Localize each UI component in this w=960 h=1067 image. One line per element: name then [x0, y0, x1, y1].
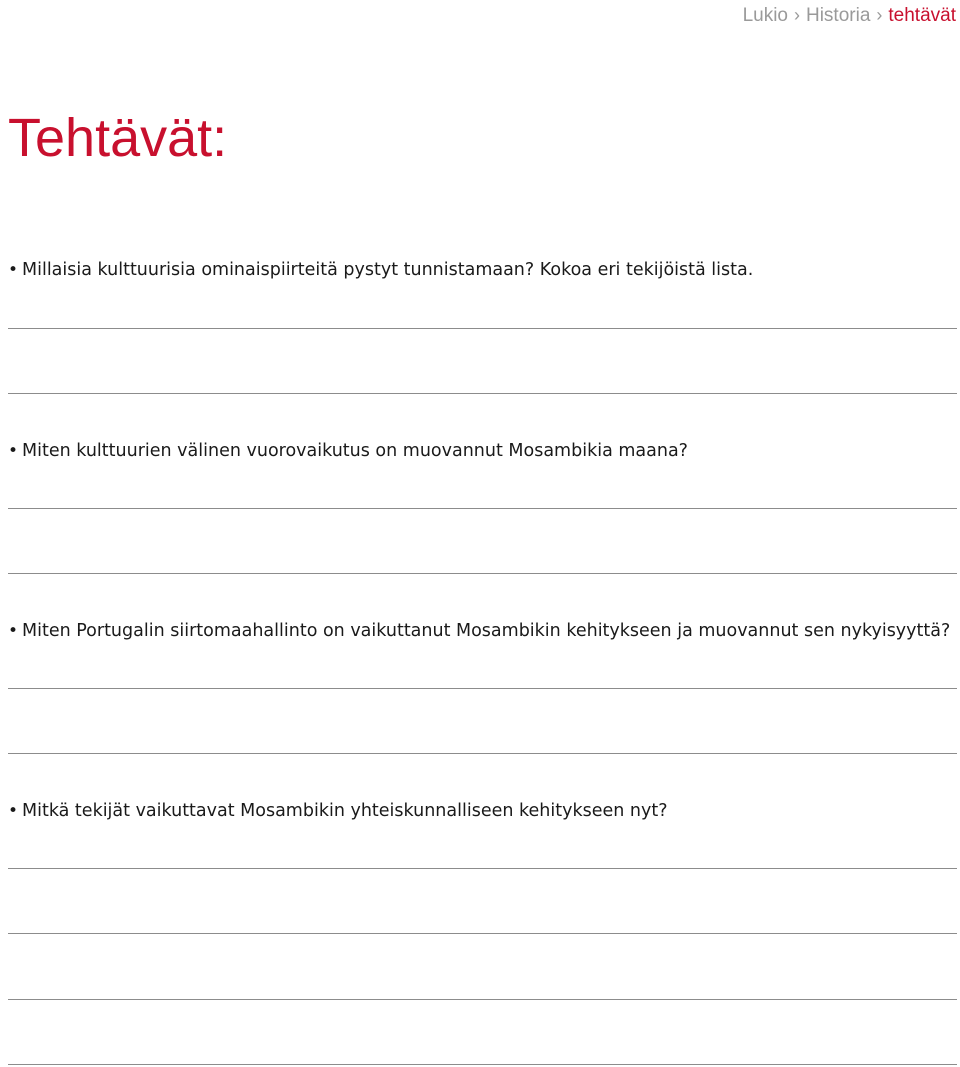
page-title: Tehtävät: [8, 108, 228, 168]
breadcrumb-chevron-icon: › [876, 5, 883, 25]
question-text: Millaisia kulttuurisia ominaispiirteitä pystyt tunnistamaan? Kokoa eri tekijöistä lista. [22, 260, 754, 280]
question-item [8, 259, 753, 281]
answer-line[interactable] [8, 1064, 957, 1065]
answer-line[interactable] [8, 933, 957, 934]
bullet-icon: • [8, 441, 19, 461]
answer-line[interactable] [8, 508, 957, 509]
question-item [8, 440, 688, 462]
question-item [8, 620, 950, 642]
answer-line[interactable] [8, 688, 957, 689]
bullet-icon: • [8, 260, 19, 280]
answer-line[interactable] [8, 868, 957, 869]
answer-line[interactable] [8, 328, 957, 329]
bullet-icon: • [8, 801, 19, 821]
question-text: Miten kulttuurien välinen vuorovaikutus on muovannut Mosambikia maana? [22, 441, 688, 461]
breadcrumb-chevron-icon: › [793, 5, 800, 25]
breadcrumb-item-current: tehtävät [888, 5, 956, 26]
answer-line[interactable] [8, 393, 957, 394]
breadcrumb-item-historia[interactable]: Historia [805, 5, 871, 26]
bullet-icon: • [8, 621, 19, 641]
breadcrumb-item-lukio[interactable]: Lukio [742, 5, 788, 26]
answer-line[interactable] [8, 999, 957, 1000]
question-text: Mitkä tekijät vaikuttavat Mosambikin yhteiskunnalliseen kehitykseen nyt? [22, 801, 668, 821]
question-text: Miten Portugalin siirtomaahallinto on vaikuttanut Mosambikin kehitykseen ja muovannut sen nykyisyyttä? [22, 621, 951, 641]
answer-line[interactable] [8, 573, 957, 574]
breadcrumb [743, 4, 956, 27]
question-item [8, 800, 668, 822]
answer-line[interactable] [8, 753, 957, 754]
